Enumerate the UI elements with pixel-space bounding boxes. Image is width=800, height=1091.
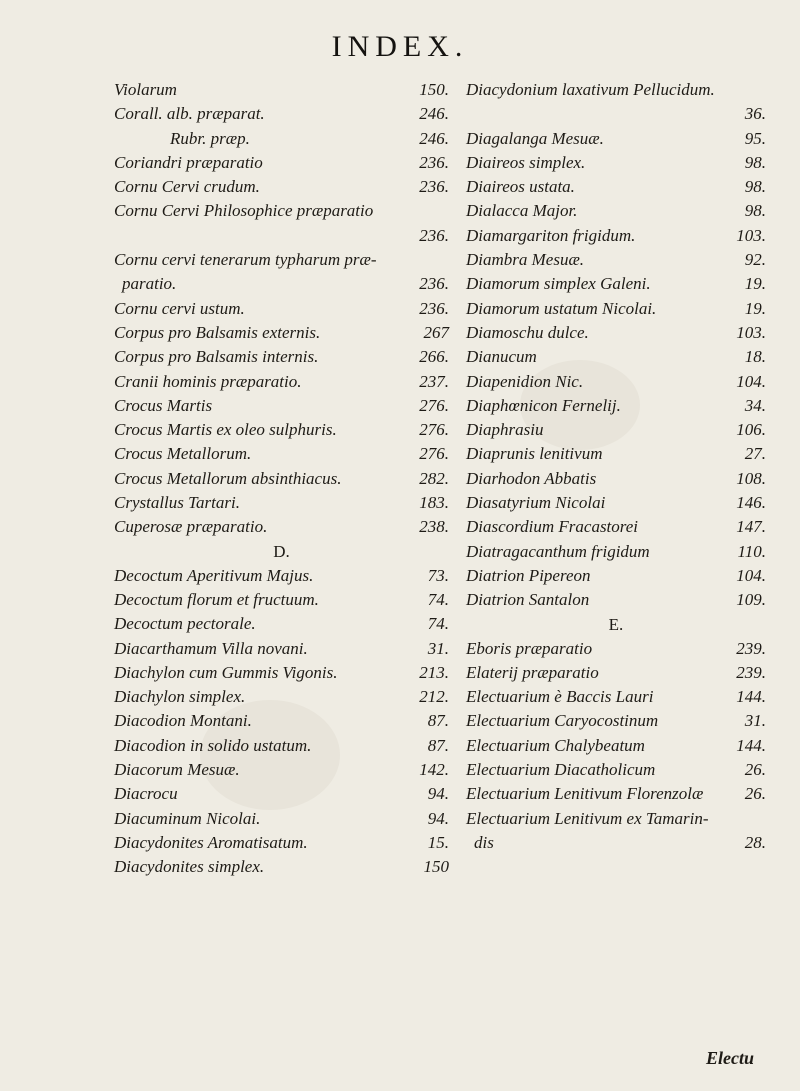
entry-name: Coriandri præparatio xyxy=(114,152,263,172)
page-number: 74. xyxy=(427,589,449,609)
entry-name: Diaprunis lenitivum xyxy=(466,444,603,464)
index-entry xyxy=(466,199,766,223)
page-number: 26. xyxy=(744,760,766,780)
entry-name: Cranii hominis præparatio. xyxy=(114,371,302,391)
page-number: 104. xyxy=(736,371,766,391)
index-entry xyxy=(466,661,766,685)
entry-name: Diaphœnicon Fernelij. xyxy=(466,395,621,415)
page-number: 31. xyxy=(744,711,766,731)
index-entry xyxy=(114,831,449,855)
entry-name: Electuarium Caryocostinum xyxy=(466,711,659,731)
entry-name: Diacodion Montani. xyxy=(114,711,252,731)
entry-name: Diachylon cum Gummis Vigonis. xyxy=(114,662,338,682)
section-letter: D. xyxy=(273,541,290,561)
entry-name: Cuperosæ præparatio. xyxy=(114,517,268,537)
page-number: 236. xyxy=(419,177,449,197)
entry-name: Diacuminum Nicolai. xyxy=(114,808,261,828)
page-number: 106. xyxy=(736,420,766,440)
entry-name: Corpus pro Balsamis externis. xyxy=(114,322,321,342)
index-entry xyxy=(114,807,449,831)
page-number: 276. xyxy=(419,444,449,464)
index-entry xyxy=(466,321,766,345)
index-entry xyxy=(466,467,766,491)
page-number: 27. xyxy=(744,444,766,464)
index-entry xyxy=(114,224,449,248)
entry-name: Electuarium Chalybeatum xyxy=(466,735,645,755)
entry-name: Diapenidion Nic. xyxy=(466,371,584,391)
entry-name: Diacydonites Aromatisatum. xyxy=(114,832,308,852)
entry-name: Rubr. præp. xyxy=(170,128,250,148)
page-number: 94. xyxy=(427,784,449,804)
index-entry xyxy=(114,272,449,296)
entry-name: Decoctum pectorale. xyxy=(114,614,256,634)
index-entry xyxy=(466,709,766,733)
page-number: 103. xyxy=(736,322,766,342)
page-number: 236. xyxy=(419,274,449,294)
page-number: 36. xyxy=(744,104,766,124)
index-entry xyxy=(466,224,766,248)
page-number: 236. xyxy=(419,152,449,172)
index-entry xyxy=(114,345,449,369)
page-number: 92. xyxy=(744,250,766,270)
index-entry xyxy=(114,370,449,394)
index-entry xyxy=(114,127,449,151)
index-entry xyxy=(114,467,449,491)
entry-name: Diascordium Fracastorei xyxy=(466,517,639,537)
index-entry xyxy=(466,127,766,151)
index-entry xyxy=(466,831,766,855)
entry-name: Diacydonites simplex. xyxy=(114,857,265,877)
page-number: 246. xyxy=(419,104,449,124)
entry-name: Decoctum florum et fructuum. xyxy=(114,589,319,609)
index-entry xyxy=(466,540,766,564)
entry-name: Diatrion Santalon xyxy=(466,590,590,610)
page-number: 213. xyxy=(419,662,449,682)
page-number: 95. xyxy=(744,128,766,148)
entry-name: Cornu Cervi crudum. xyxy=(114,177,260,197)
index-entry xyxy=(466,248,766,272)
page-number: 239. xyxy=(736,662,766,682)
entry-name: Diacrocu xyxy=(114,784,178,804)
index-entry xyxy=(466,175,766,199)
index-entry xyxy=(114,612,449,636)
entry-name: Cornu Cervi Philosophice præparatio xyxy=(114,201,374,221)
entry-name: Crocus Metallorum absinthiacus. xyxy=(114,468,342,488)
page-number: 236. xyxy=(419,298,449,318)
index-entry xyxy=(114,758,449,782)
index-entry xyxy=(466,345,766,369)
entry-name: Diaireos simplex. xyxy=(466,152,586,172)
entry-name: Crocus Martis ex oleo sulphuris. xyxy=(114,420,337,440)
index-entry xyxy=(114,394,449,418)
index-entry xyxy=(466,102,766,126)
entry-name: Diagalanga Mesuæ. xyxy=(466,128,604,148)
index-entry xyxy=(466,442,766,466)
page-number: 276. xyxy=(419,420,449,440)
entry-name: Diacodion in solido ustatum. xyxy=(114,735,312,755)
index-entry xyxy=(466,418,766,442)
entry-name: Diamargariton frigidum. xyxy=(466,225,636,245)
page-number: 98. xyxy=(744,152,766,172)
index-entry xyxy=(114,321,449,345)
index-entry xyxy=(114,661,449,685)
page-number: 87. xyxy=(427,735,449,755)
index-entry xyxy=(114,199,449,223)
index-entry xyxy=(114,248,449,272)
index-entry xyxy=(466,564,766,588)
entry-name: Diacorum Mesuæ. xyxy=(114,760,240,780)
index-entry xyxy=(466,394,766,418)
page-number: 150 xyxy=(423,857,449,877)
entry-name: Diaphrasiu xyxy=(466,420,544,440)
page-number: 19. xyxy=(744,274,766,294)
entry-name: Diaireos ustata. xyxy=(466,177,575,197)
page-number: 18. xyxy=(744,347,766,367)
entry-name: Corall. alb. præparat. xyxy=(114,104,265,124)
page-number: 183. xyxy=(419,493,449,513)
index-entry xyxy=(466,272,766,296)
entry-name: Cornu cervi tenerarum typharum præ- xyxy=(114,250,377,270)
page-number: 94. xyxy=(427,808,449,828)
entry-name: Decoctum Aperitivum Majus. xyxy=(114,565,314,585)
page-number: 87. xyxy=(427,711,449,731)
entry-name: Dianucum xyxy=(466,347,537,367)
page-number: 266. xyxy=(419,347,449,367)
page-number: 110. xyxy=(737,541,766,561)
page-number: 28. xyxy=(744,832,766,852)
entry-name: Violarum xyxy=(114,80,177,99)
entry-name: Cornu cervi ustum. xyxy=(114,298,245,318)
entry-name: Diatrion Pipereon xyxy=(466,565,591,585)
page-number: 103. xyxy=(736,225,766,245)
entry-name: Eboris præparatio xyxy=(466,638,593,658)
page-number: 236. xyxy=(419,225,449,245)
page-number: 246. xyxy=(419,128,449,148)
index-entry xyxy=(466,637,766,661)
index-entry xyxy=(114,685,449,709)
catchword: Electu xyxy=(706,1048,754,1068)
page-number: 150. xyxy=(419,80,449,99)
page-number: 104. xyxy=(736,565,766,585)
entry-name: Diatragacanthum frigidum xyxy=(466,541,650,561)
entry-name: Crystallus Tartari. xyxy=(114,493,240,513)
page-number: 276. xyxy=(419,395,449,415)
entry-name: Diacarthamum Villa novani. xyxy=(114,638,308,658)
index-entry xyxy=(114,491,449,515)
index-entry xyxy=(114,442,449,466)
page-number: 147. xyxy=(736,517,766,537)
entry-name: Diamoschu dulce. xyxy=(466,322,589,342)
index-entry xyxy=(114,175,449,199)
index-entry xyxy=(466,151,766,175)
page-number: 26. xyxy=(744,784,766,804)
index-entry xyxy=(114,709,449,733)
entry-name: Diambra Mesuæ. xyxy=(466,250,585,270)
page-header: INDEX. xyxy=(331,30,469,63)
entry-name: Diamorum simplex Galeni. xyxy=(466,274,651,294)
page-number: 267 xyxy=(423,322,449,342)
index-entry xyxy=(466,807,766,831)
entry-name: Crocus Martis xyxy=(114,395,213,415)
index-entry xyxy=(114,734,449,758)
page-number: 239. xyxy=(736,638,766,658)
page-number: 144. xyxy=(736,735,766,755)
index-entry xyxy=(466,491,766,515)
entry-name: Diamorum ustatum Nicolai. xyxy=(466,298,657,318)
entry-name: Electuarium Diacatholicum xyxy=(466,760,656,780)
page-number: 98. xyxy=(744,201,766,221)
index-entry xyxy=(114,564,449,588)
page-number: 15. xyxy=(427,832,449,852)
index-entry xyxy=(114,297,449,321)
index-entry xyxy=(466,370,766,394)
entry-name: Crocus Metallorum. xyxy=(114,444,252,464)
left-column xyxy=(114,78,449,880)
index-entry xyxy=(114,78,449,102)
index-entry xyxy=(114,151,449,175)
index-entry xyxy=(466,685,766,709)
entry-name: Dialacca Major. xyxy=(466,201,578,221)
index-entry xyxy=(114,637,449,661)
entry-name: Diarhodon Abbatis xyxy=(466,468,597,488)
entry-name: Electuarium Lenitivum ex Tamarin- xyxy=(466,808,709,828)
index-entry xyxy=(114,515,449,539)
page-number: 109. xyxy=(736,590,766,610)
page-number: 146. xyxy=(736,493,766,513)
page-number: 73. xyxy=(427,565,449,585)
page-number: 282. xyxy=(419,468,449,488)
entry-name: paratio. xyxy=(122,274,177,294)
entry-name: Electuarium Lenitivum Florenzolæ xyxy=(466,784,704,804)
page-number: 212. xyxy=(419,687,449,707)
page-number: 74. xyxy=(427,614,449,634)
page-number: 34. xyxy=(744,395,766,415)
index-entry xyxy=(466,734,766,758)
entry-name: Diachylon simplex. xyxy=(114,687,246,707)
index-entry xyxy=(466,515,766,539)
page-number: 142. xyxy=(419,760,449,780)
page-number: 237. xyxy=(419,371,449,391)
entry-name: Elaterij præparatio xyxy=(466,662,599,682)
index-entry xyxy=(114,855,449,879)
index-entry xyxy=(466,758,766,782)
index-entry xyxy=(466,78,766,102)
entry-name: dis xyxy=(474,832,494,852)
entry-name: Diacydonium laxativum Pellucidum. xyxy=(466,80,715,99)
entry-name: Corpus pro Balsamis internis. xyxy=(114,347,319,367)
page-number: 31. xyxy=(427,638,449,658)
index-entry xyxy=(114,782,449,806)
page-number: 108. xyxy=(736,468,766,488)
page-number: 98. xyxy=(744,177,766,197)
page-number: 238. xyxy=(419,517,449,537)
entry-name: Electuarium è Baccis Lauri xyxy=(466,687,654,707)
index-entry xyxy=(114,418,449,442)
page-number: 19. xyxy=(744,298,766,318)
index-entry xyxy=(466,588,766,612)
page-number: 144. xyxy=(736,687,766,707)
section-letter: E. xyxy=(608,614,624,634)
index-entry xyxy=(114,102,449,126)
right-column xyxy=(466,78,766,855)
index-entry xyxy=(466,297,766,321)
index-entry xyxy=(466,782,766,806)
index-entry xyxy=(114,588,449,612)
entry-name: Diasatyrium Nicolai xyxy=(466,493,606,513)
